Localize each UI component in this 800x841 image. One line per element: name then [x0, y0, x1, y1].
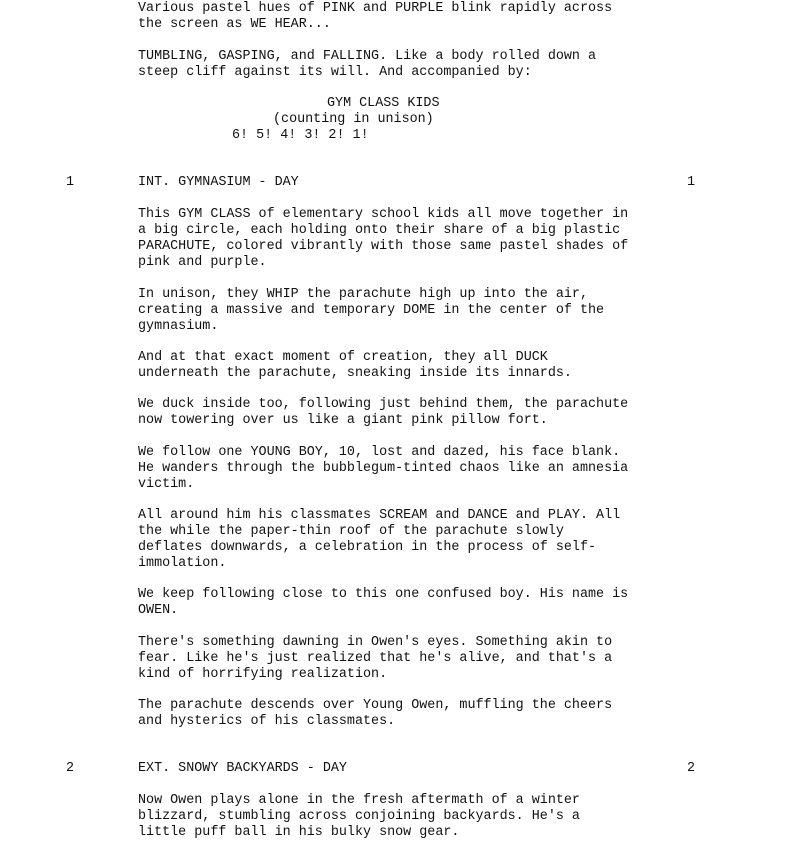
action-paragraph: Various pastel hues of PINK and PURPLE blink rapidly across the screen as WE HEAR... [138, 1, 613, 32]
scene-number-left: 2 [66, 761, 75, 776]
scene-number-right: 2 [687, 761, 696, 776]
parenthetical: (counting in unison) [273, 112, 434, 127]
action-paragraph: And at that exact moment of creation, they all DUCK underneath the parachute, sneaking inside its innards. [138, 350, 572, 381]
action-paragraph: We duck inside too, following just behind them, the parachute now towering over us like a giant pink pillow fort. [138, 397, 629, 428]
action-paragraph: The parachute descends over Young Owen, muffling the cheers and hysterics of his classmates. [138, 698, 613, 729]
action-paragraph: All around him his classmates SCREAM and DANCE and PLAY. All the while the paper-thin roof of the parachute slowly deflates downwards, a celebration in the process of self- immolation. [138, 508, 621, 571]
action-paragraph: We follow one YOUNG BOY, 10, lost and dazed, his face blank. He wanders through the bubblegum-tinted chaos like an amnesia victim. [138, 445, 629, 492]
action-paragraph: Now Owen plays alone in the fresh aftermath of a winter blizzard, stumbling across conjoining backyards. He's a little puff ball in his bulky snow gear. [138, 793, 580, 840]
action-paragraph: There's something dawning in Owen's eyes. Something akin to fear. Like he's just realized that he's alive, and that's a kind of horrifying realization. [138, 635, 613, 682]
dialogue: 6! 5! 4! 3! 2! 1! [232, 128, 369, 143]
action-paragraph: TUMBLING, GASPING, and FALLING. Like a body rolled down a steep cliff against its will. And accompanied by: [138, 49, 597, 80]
character-name: GYM CLASS KIDS [327, 96, 440, 111]
scene-number-left: 1 [66, 175, 75, 190]
scene-heading: EXT. SNOWY BACKYARDS - DAY [138, 761, 347, 776]
action-paragraph: This GYM CLASS of elementary school kids all move together in a big circle, each holding onto their share of a big plastic PARACHUTE, colored vibrantly with those same pastel shades of pink and purple. [138, 207, 629, 270]
action-paragraph: We keep following close to this one confused boy. His name is OWEN. [138, 587, 629, 618]
scene-heading: INT. GYMNASIUM - DAY [138, 175, 299, 190]
action-paragraph: In unison, they WHIP the parachute high up into the air, creating a massive and temporary DOME in the center of the gymnasium. [138, 287, 605, 334]
scene-number-right: 1 [687, 175, 696, 190]
